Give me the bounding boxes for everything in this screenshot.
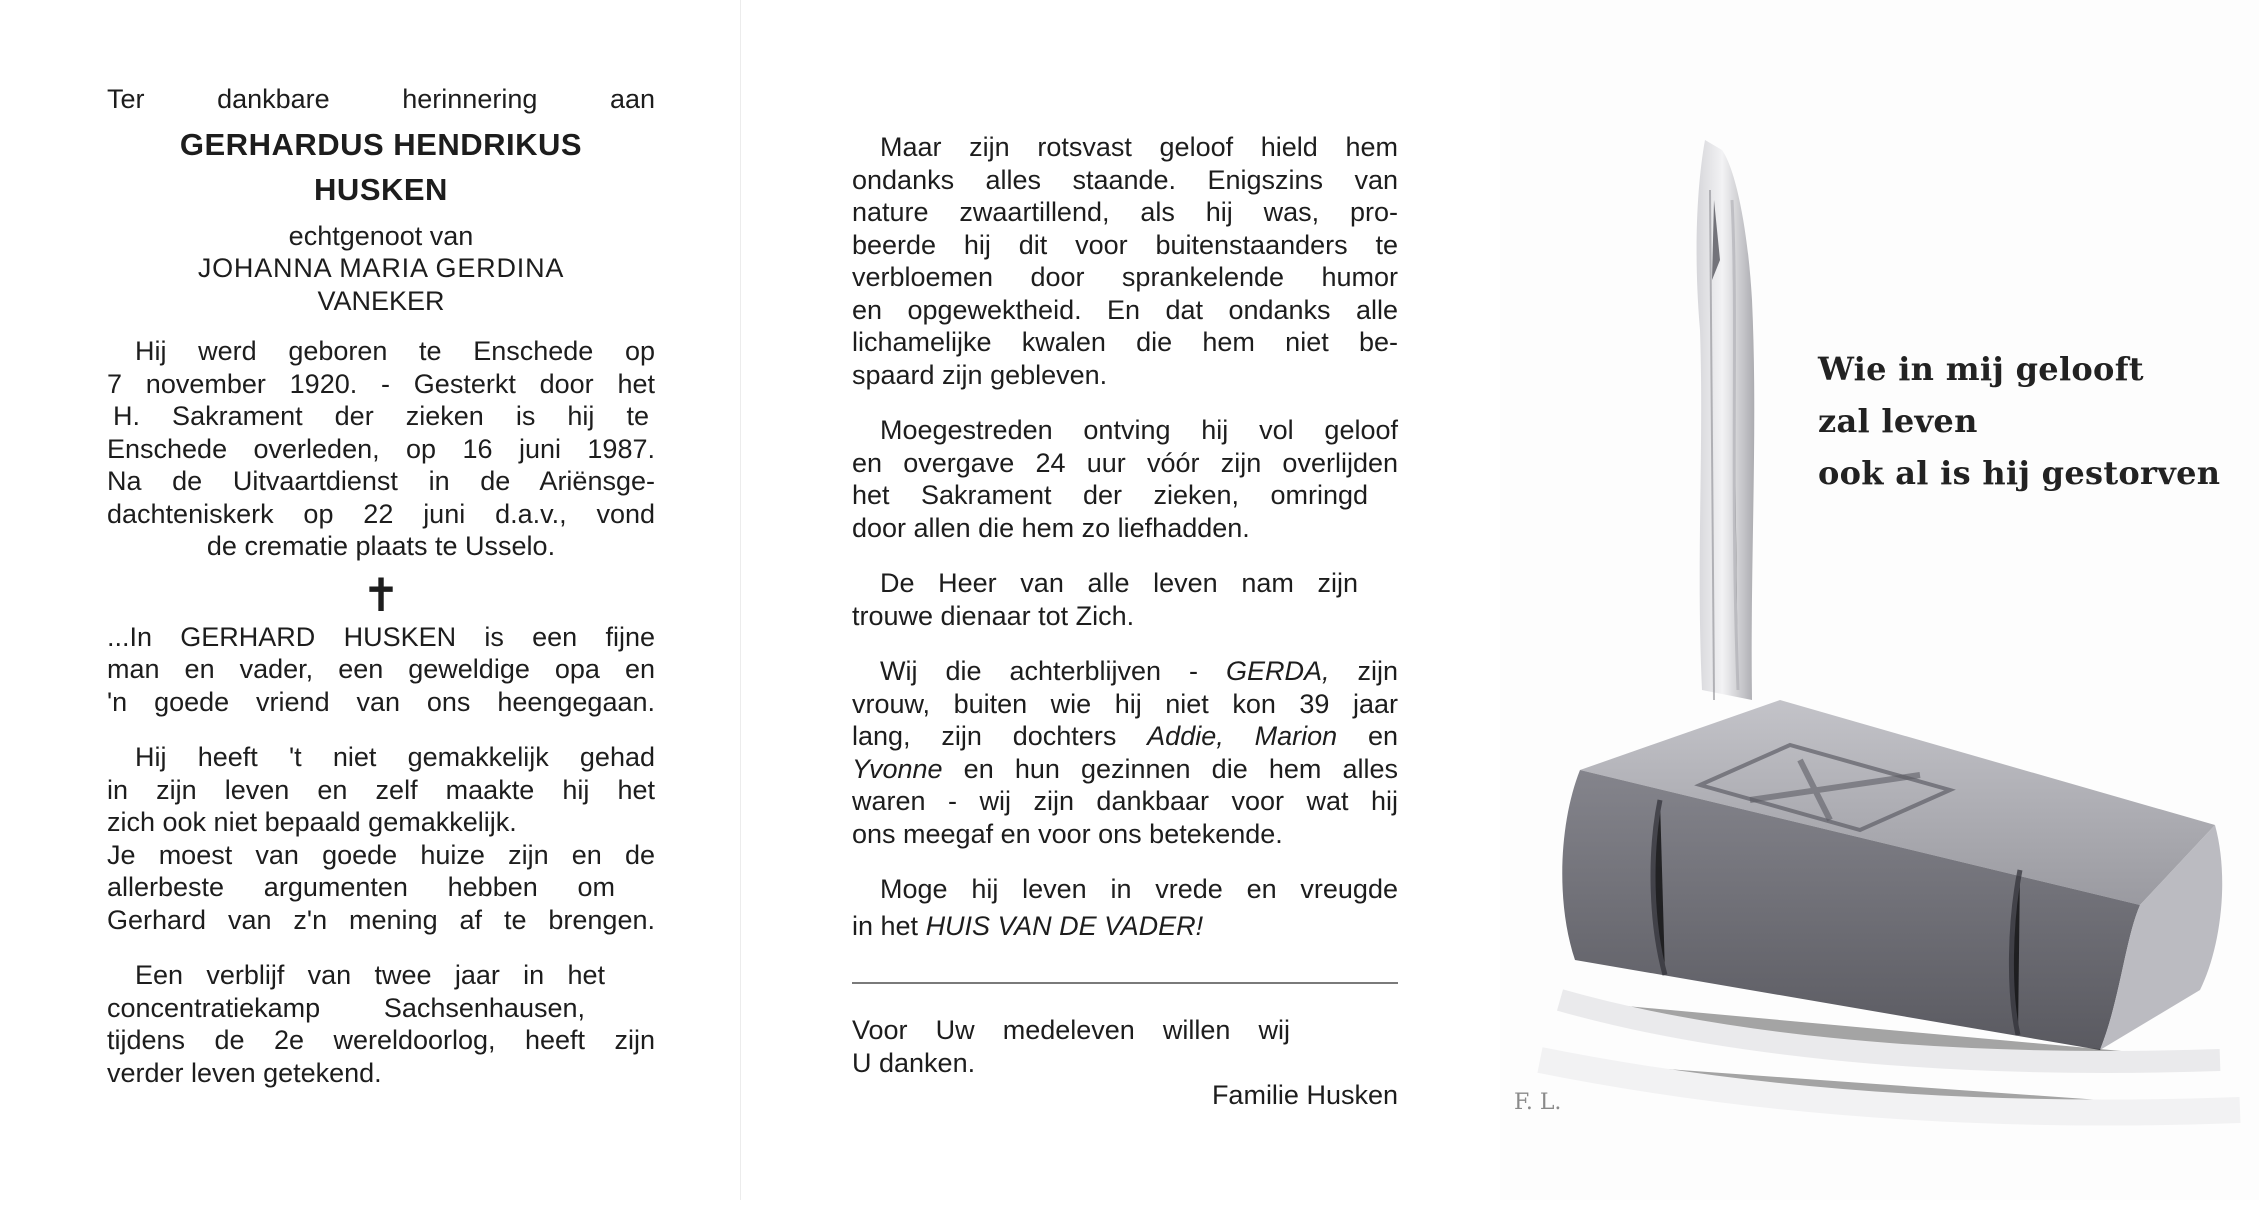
lord-paragraph — [852, 567, 1398, 632]
spouse-name-1: JOHANNA MARIA GERDINA — [197, 253, 565, 283]
family-paragraph — [852, 655, 1398, 850]
text-line: tijdens de 2e wereldoorlog, heeft zijn — [107, 1025, 655, 1055]
intro-text: Ter dankbare herinnering aan — [107, 84, 655, 114]
text-line: lichamelijke kwalen die hem niet be- — [852, 327, 1398, 357]
text-line: Voor Uw medeleven willen wij — [852, 1015, 1290, 1045]
middle-column — [852, 131, 1398, 1112]
text-line: in het HUIS VAN DE VADER! — [852, 910, 1204, 941]
text-line: beerde hij dit voor buitenstaanders te — [852, 229, 1398, 260]
sacrament-paragraph — [852, 414, 1398, 544]
names-daughters: Addie, Marion — [1147, 721, 1338, 751]
bio-line: Hij werd geboren te Enschede op — [135, 336, 655, 366]
spouse-block — [107, 220, 655, 318]
bio-line: de crematie plaats te Usselo. — [206, 531, 556, 561]
text-line: verder leven getekend. — [107, 1057, 382, 1088]
deceased-name — [107, 122, 655, 212]
tribute-paragraph-2 — [107, 741, 655, 936]
text-line: in zijn leven en zelf maakte hij het — [107, 774, 655, 805]
text-line: Een verblijf van twee jaar in het — [135, 960, 605, 990]
tribute-paragraph-1 — [107, 621, 655, 719]
text-line: Yvonne en hun gezinnen die hem alles — [852, 753, 1398, 784]
bio-line: Enschede overleden, op 16 juni 1987. — [107, 433, 655, 464]
text-line: Moge hij leven in vrede en vreugde — [880, 874, 1398, 904]
name-gerda: GERDA, — [1225, 656, 1330, 686]
text-line: U danken. — [852, 1047, 976, 1078]
text-line: Moegestreden ontving hij vol geloof — [880, 415, 1398, 445]
bio-paragraph — [107, 335, 655, 563]
candle — [1697, 140, 1755, 700]
bio-line: Na de Uitvaartdienst in de Ariënsge- — [107, 466, 655, 496]
verse-line-2: zal leven — [1818, 402, 1978, 440]
cross-icon: ✝ — [361, 568, 401, 621]
left-column — [107, 83, 655, 1089]
verse-line-3: ook al is hij gestorven — [1818, 454, 2221, 492]
text-line: het Sakrament der zieken, omringd — [852, 480, 1368, 510]
text-line: concentratiekamp Sachsenhausen, — [107, 992, 585, 1023]
divider-line — [852, 982, 1398, 984]
name-line-1: GERHARDUS HENDRIKUS — [179, 126, 583, 162]
text-line: ons meegaf en voor ons betekende. — [852, 818, 1283, 849]
blessing-paragraph — [852, 873, 1398, 942]
faith-paragraph — [852, 131, 1398, 391]
bible-verse — [1818, 343, 2220, 499]
bible — [1540, 700, 2240, 1113]
tribute-paragraph-3 — [107, 959, 655, 1089]
text-line: zich ook niet bepaald gemakkelijk. — [107, 807, 517, 837]
candle-and-bible-illustration — [1500, 0, 2259, 1200]
name-yvonne: Yvonne — [852, 753, 943, 784]
text-line: Maar zijn rotsvast geloof hield hem — [880, 132, 1398, 162]
text-line: spaard zijn gebleven. — [852, 359, 1108, 390]
text-line: ...In GERHARD HUSKEN is een fijne — [107, 621, 655, 652]
text-line: en opgewektheid. En dat ondanks alle — [852, 294, 1398, 325]
artist-initials: F. L. — [1514, 1090, 1562, 1115]
text-line: ondanks alles staande. Enigszins van — [852, 164, 1398, 195]
bio-line: 7 november 1920. - Gesterkt door het — [107, 368, 655, 399]
right-panel — [1500, 0, 2259, 1200]
text-line: waren - wij zijn dankbaar voor wat hij — [852, 786, 1398, 816]
thanks-block — [852, 1014, 1398, 1079]
bio-line: H. Sakrament der zieken is hij te — [113, 401, 649, 431]
text-line: trouwe dienaar tot Zich. — [852, 600, 1135, 631]
signature: Familie Husken — [1211, 1080, 1398, 1110]
text-line: verbloemen door sprankelende humor — [852, 262, 1398, 292]
house-of-father: HUIS VAN DE VADER! — [925, 910, 1204, 941]
text-line: door allen die hem zo liefhadden. — [852, 512, 1250, 543]
spouse-name-2: VANEKER — [317, 285, 445, 316]
text-line: allerbeste argumenten hebben om — [107, 872, 615, 902]
text-line: Hij heeft 't niet gemakkelijk gehad — [135, 742, 655, 772]
text-line: 'n goede vriend van ons heengegaan. — [107, 686, 655, 717]
text-line: nature zwaartillend, als hij was, pro- — [852, 197, 1398, 227]
text-line: Gerhard van z'n mening af te brengen. — [107, 904, 655, 935]
text-line: lang, zijn dochters Addie, Marion en — [852, 721, 1398, 751]
text-line: man en vader, een geweldige opa en — [107, 654, 655, 684]
name-line-2: HUSKEN — [314, 171, 448, 207]
text-line: Je moest van goede huize zijn en de — [107, 839, 655, 870]
text-line: De Heer van alle leven nam zijn — [880, 568, 1358, 598]
bio-line: dachteniskerk op 22 juni d.a.v., vond — [107, 498, 655, 529]
text-line: vrouw, buiten wie hij niet kon 39 jaar — [852, 688, 1398, 719]
text-line: en overgave 24 uur vóór zijn overlijden — [852, 447, 1398, 478]
verse-line-1: Wie in mij gelooft — [1818, 350, 2144, 388]
text-line: Wij die achterblijven - GERDA, zijn — [880, 656, 1399, 686]
spouse-label: echtgenoot van — [288, 220, 474, 251]
